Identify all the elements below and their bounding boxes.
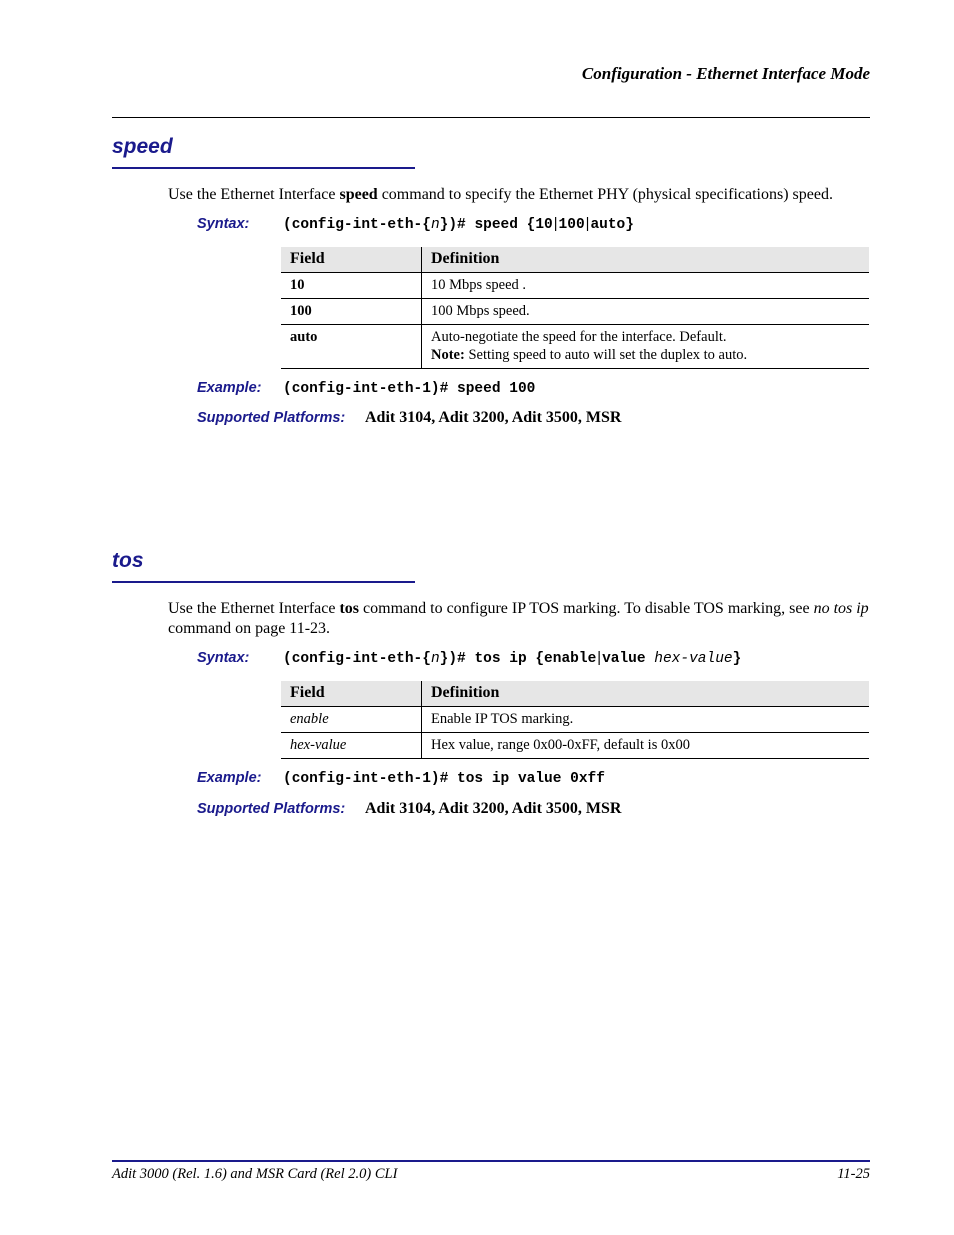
intro-text: command on page 11-23. <box>168 620 331 637</box>
tos-intro-paragraph <box>168 599 870 639</box>
footer-page-number: 11-25 <box>837 1166 870 1182</box>
intro-command: speed <box>339 186 378 203</box>
supported-platforms-label: Supported Platforms: <box>197 410 346 426</box>
syntax-part: })# tos ip {enable <box>439 651 597 667</box>
speed-example: (config-int-eth-1)# speed 100 <box>283 381 536 397</box>
footer-divider <box>112 1160 870 1162</box>
section-title-underline <box>112 581 415 583</box>
section-title-speed: speed <box>112 135 173 158</box>
syntax-variable: n <box>430 217 440 233</box>
table-row <box>281 325 869 369</box>
syntax-part: value <box>602 651 655 667</box>
table-header-field: Field <box>281 247 422 273</box>
syntax-part: (config-int-eth-{ <box>283 651 431 667</box>
table-header-definition: Definition <box>422 247 870 273</box>
speed-syntax <box>283 216 634 233</box>
table-cell-definition: Enable IP TOS marking. <box>431 711 574 727</box>
note-text: Setting speed to auto will set the duplex to auto. <box>464 347 748 363</box>
table-row <box>281 733 869 759</box>
table-cell-field: 10 <box>281 273 422 299</box>
syntax-part: } <box>732 651 742 667</box>
intro-text: command to specify the Ethernet PHY (physical specifications) speed. <box>377 186 833 203</box>
table-cell-definition <box>422 325 870 369</box>
syntax-label: Syntax: <box>197 216 250 232</box>
tos-field-table <box>281 681 869 759</box>
syntax-separator: | <box>553 216 558 232</box>
definition-note <box>431 346 860 364</box>
speed-intro-paragraph <box>168 185 870 205</box>
syntax-separator: | <box>585 216 590 232</box>
intro-text: command to configure IP TOS marking. To disable TOS marking, see <box>359 600 814 617</box>
table-cell-definition: 10 Mbps speed . <box>431 277 527 293</box>
supported-platforms-label: Supported Platforms: <box>197 801 346 817</box>
supported-platforms-list: Adit 3104, Adit 3200, Adit 3500, MSR <box>365 409 622 426</box>
table-cell-field: auto <box>281 325 422 369</box>
intro-command-reference: no tos ip <box>813 600 869 617</box>
table-header-field: Field <box>281 681 422 707</box>
table-header-definition: Definition <box>422 681 870 707</box>
table-row <box>281 707 869 733</box>
intro-command: tos <box>339 600 360 617</box>
syntax-part: 100 <box>558 217 585 233</box>
table-row <box>281 273 869 299</box>
syntax-label: Syntax: <box>197 650 250 666</box>
footer-document-title: Adit 3000 (Rel. 1.6) and MSR Card (Rel 2.0) CLI <box>112 1166 398 1182</box>
syntax-part: auto} <box>590 217 634 233</box>
table-row <box>281 299 869 325</box>
syntax-part: })# speed {10 <box>439 217 553 233</box>
tos-example: (config-int-eth-1)# tos ip value 0xff <box>283 771 605 787</box>
section-title-tos: tos <box>112 549 144 572</box>
speed-field-table <box>281 247 869 369</box>
syntax-part: (config-int-eth-{ <box>283 217 431 233</box>
table-cell-definition: Hex value, range 0x00-0xFF, default is 0x00 <box>431 737 690 753</box>
table-cell-definition: 100 Mbps speed. <box>431 303 530 319</box>
page-header-title: Configuration - Ethernet Interface Mode <box>581 64 870 83</box>
table-cell-field: enable <box>281 707 422 733</box>
note-label: Note: <box>431 347 465 363</box>
definition-text: Auto-negotiate the speed for the interface. Default. <box>431 329 727 345</box>
table-header-row <box>281 681 869 707</box>
section-title-underline <box>112 167 415 169</box>
intro-text: Use the Ethernet Interface <box>168 186 340 203</box>
table-cell-field: 100 <box>281 299 422 325</box>
tos-syntax <box>283 650 741 667</box>
header-divider <box>112 117 870 118</box>
supported-platforms-list: Adit 3104, Adit 3200, Adit 3500, MSR <box>365 800 622 817</box>
example-label: Example: <box>197 380 262 396</box>
syntax-variable: hex-value <box>654 651 733 667</box>
syntax-separator: | <box>597 650 602 666</box>
example-label: Example: <box>197 770 262 786</box>
table-header-row <box>281 247 869 273</box>
intro-text: Use the Ethernet Interface <box>168 600 340 617</box>
table-cell-field: hex-value <box>281 733 422 759</box>
syntax-variable: n <box>430 651 440 667</box>
